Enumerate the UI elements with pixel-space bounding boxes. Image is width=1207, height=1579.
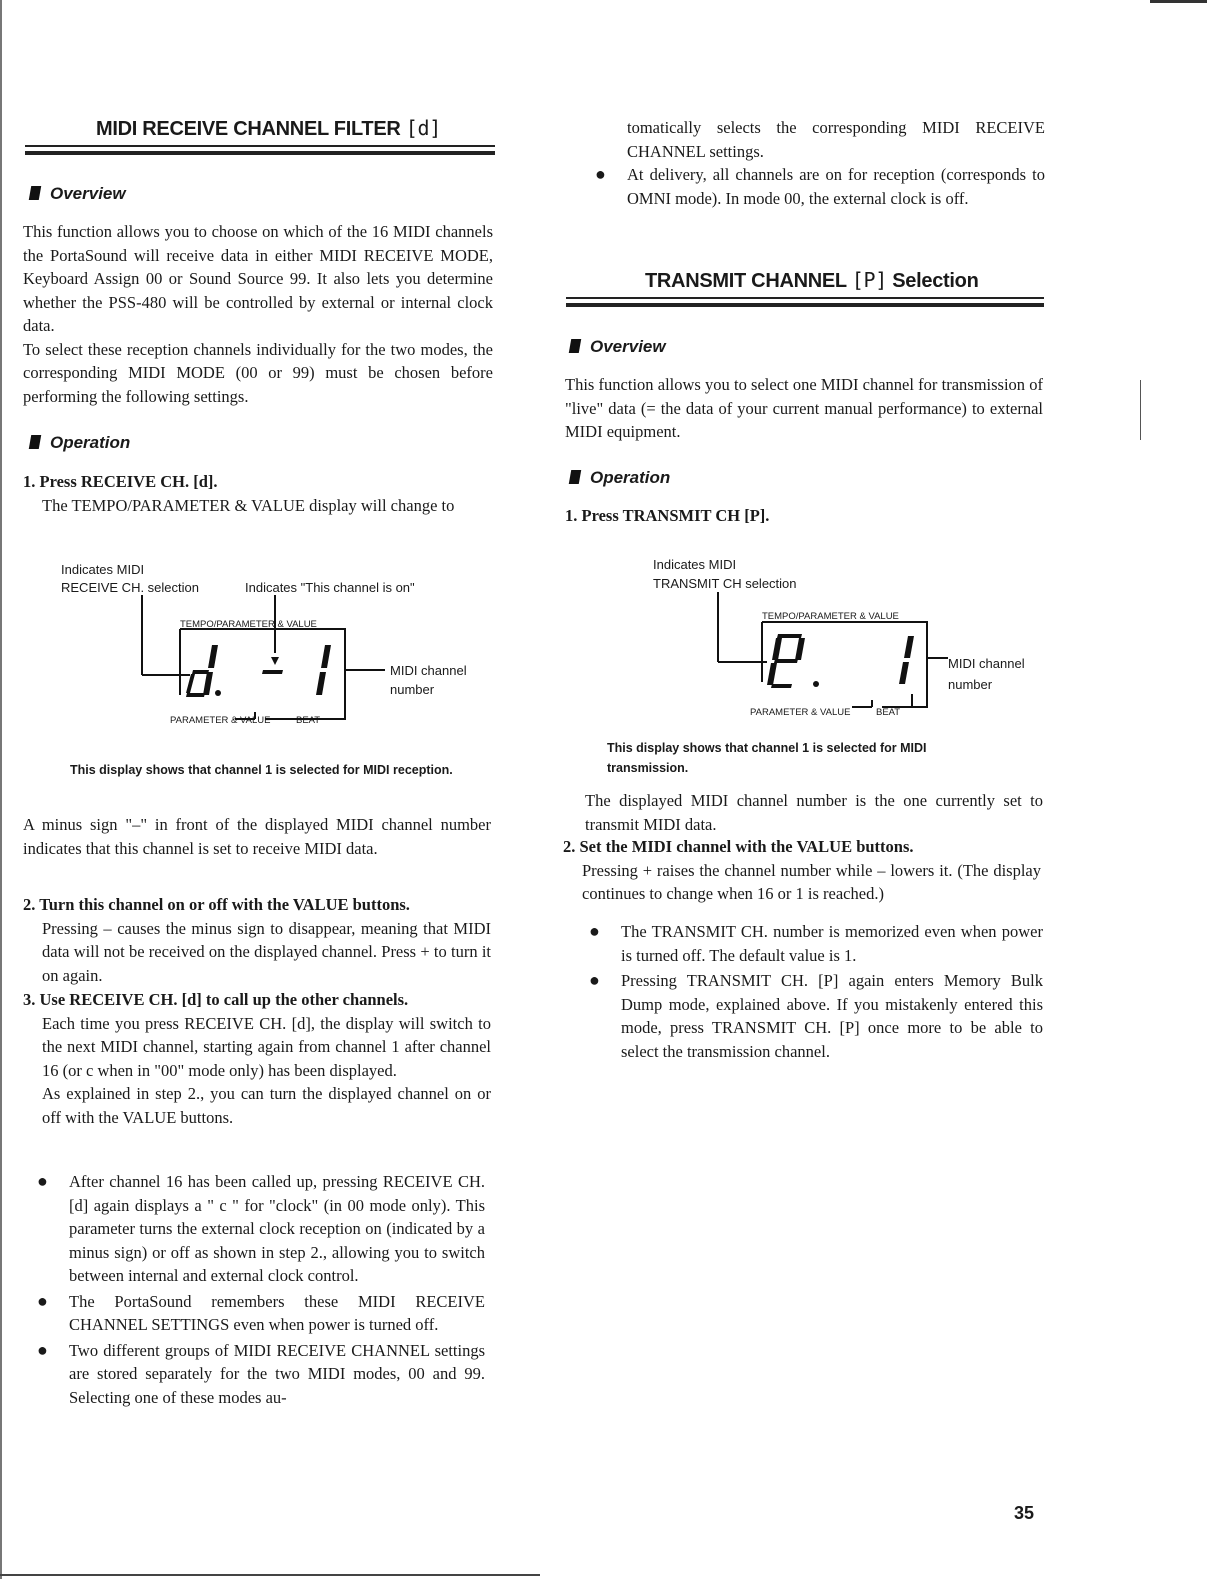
list-item: ● The TRANSMIT CH. number is memorized even when power is turned off. The default value is 1.: [589, 921, 1043, 965]
diagram-label: Indicates MIDI: [653, 557, 737, 572]
list-item: ● At delivery, all channels are on for reception (corresponds to OMNI mode). In mode 00, the external clock is off.: [595, 164, 1045, 208]
list-item: ● Pressing TRANSMIT CH. [P] again enters Memory Bulk Dump mode, explained above. If you mistakenly entered this mode, press TRANSMIT CH. [P] once more to be able to select the transmission channel.: [589, 970, 1043, 1061]
diagram-label: RECEIVE CH. selection: [61, 580, 199, 595]
transmit-ch-display-diagram: [712, 592, 952, 722]
midi-channel-label: number: [390, 682, 435, 697]
operation-heading: Operation: [570, 468, 670, 488]
midi-channel-label: MIDI channel: [390, 663, 467, 678]
midi-channel-label: MIDI channel: [948, 656, 1025, 671]
step-3: 3. Use RECEIVE CH. [d] to call up the other channels. Each time you press RECEIVE CH. [d], the display will switch to the next MIDI channel, starting again from channel 1 after channel 16 (or c when in "00" mode only) has been displayed. As explained in step 2., you can turn the displayed channel on or off with the VALUE buttons.: [23, 990, 491, 1127]
left-section-title: MIDI RECEIVE CHANNEL FILTER [d]: [96, 116, 442, 140]
step-1: 1. Press TRANSMIT CH [P].: [565, 506, 770, 525]
continued-text: tomatically selects the corresponding MIDI RECEIVE CHANNEL settings.: [627, 118, 1045, 161]
overview-text: This function allows you to select one MIDI channel for transmission of "live" data (= the data of your current manual performance) to external MIDI equipment.: [565, 375, 1043, 441]
step-2: 2. Set the MIDI channel with the VALUE buttons. Pressing + raises the channel number while – lowers it. (The display continues to change when 16 or 1 is reached.): [563, 837, 1041, 903]
page-number: 35: [1014, 1503, 1035, 1523]
param-value-label: PARAMETER & VALUE: [170, 715, 271, 726]
step-1: 1. Press RECEIVE CH. [d]. The TEMPO/PARAMETER & VALUE display will change to: [23, 472, 455, 515]
left-bullets: [23, 1170, 485, 1409]
param-value-label: PARAMETER & VALUE: [750, 707, 851, 718]
scan-edge: [0, 0, 2, 1579]
displayed-text: The displayed MIDI channel number is the one currently set to transmit MIDI data.: [585, 791, 1043, 834]
right-section-title: TRANSMIT CHANNEL [P] Selection: [645, 268, 979, 292]
list-item: ● Two different groups of MIDI RECEIVE CHANNEL settings are stored separately for the two MIDI modes, 00 and 99. Selecting one of these modes au-: [37, 1339, 485, 1407]
diagram-caption: This display shows that channel 1 is selected for MIDI reception.: [70, 763, 453, 777]
display-label: TEMPO/PARAMETER & VALUE: [762, 611, 899, 622]
display-label: TEMPO/PARAMETER & VALUE: [180, 619, 317, 630]
title-rule: [566, 297, 1044, 299]
step-2: 2. Turn this channel on or off with the VALUE buttons. Pressing – causes the minus sign to disappear, meaning that MIDI data will not be received on the displayed channel. Press + to turn it on again.: [23, 895, 491, 985]
operation-heading: Operation: [30, 433, 130, 453]
title-rule: [566, 303, 1044, 307]
scan-edge: [1150, 0, 1207, 3]
title-rule: [25, 151, 495, 155]
scan-edge: [0, 1574, 540, 1576]
beat-label: BEAT: [296, 715, 321, 726]
diagram-label: TRANSMIT CH selection: [653, 576, 797, 591]
minus-sign-text: A minus sign "–" in front of the displayed MIDI channel number indicates that this channel is set to receive MIDI data.: [23, 815, 491, 858]
list-item: ● The PortaSound remembers these MIDI RECEIVE CHANNEL SETTINGS even when power is turned off.: [37, 1290, 485, 1334]
scan-edge: [1140, 380, 1141, 440]
midi-channel-label: number: [948, 677, 993, 692]
diagram-caption: This display shows that channel 1 is selected for MIDI transmission.: [607, 741, 927, 775]
right-bullets: [575, 920, 1043, 1063]
receive-ch-display-diagram: [135, 595, 395, 725]
overview-heading: Overview: [570, 337, 666, 357]
diagram-label: Indicates MIDI: [61, 562, 145, 577]
overview-heading: Overview: [30, 184, 126, 204]
overview-text: This function allows you to choose on which of the 16 MIDI channels the PortaSound will receive data in either MIDI RECEIVE MODE, Keyboard Assign 00 or Sound Source 99. It also lets you determine whether the PSS-480 will be controlled by external or internal clock data. To select these reception channels individually for the two modes, the corresponding MIDI MODE (00 or 99) must be chosen before performing the following settings.: [23, 222, 493, 406]
title-rule: [25, 145, 495, 147]
list-item: ● After channel 16 has been called up, pressing RECEIVE CH. [d] again displays a " c " for "clock" (in 00 mode only). This parameter turns the external clock reception on (indicated by a minus sign) or off as shown in step 2., allowing you to switch between internal and external clock control.: [37, 1171, 485, 1285]
beat-label: BEAT: [876, 707, 901, 718]
diagram-label: Indicates "This channel is on": [245, 580, 415, 595]
